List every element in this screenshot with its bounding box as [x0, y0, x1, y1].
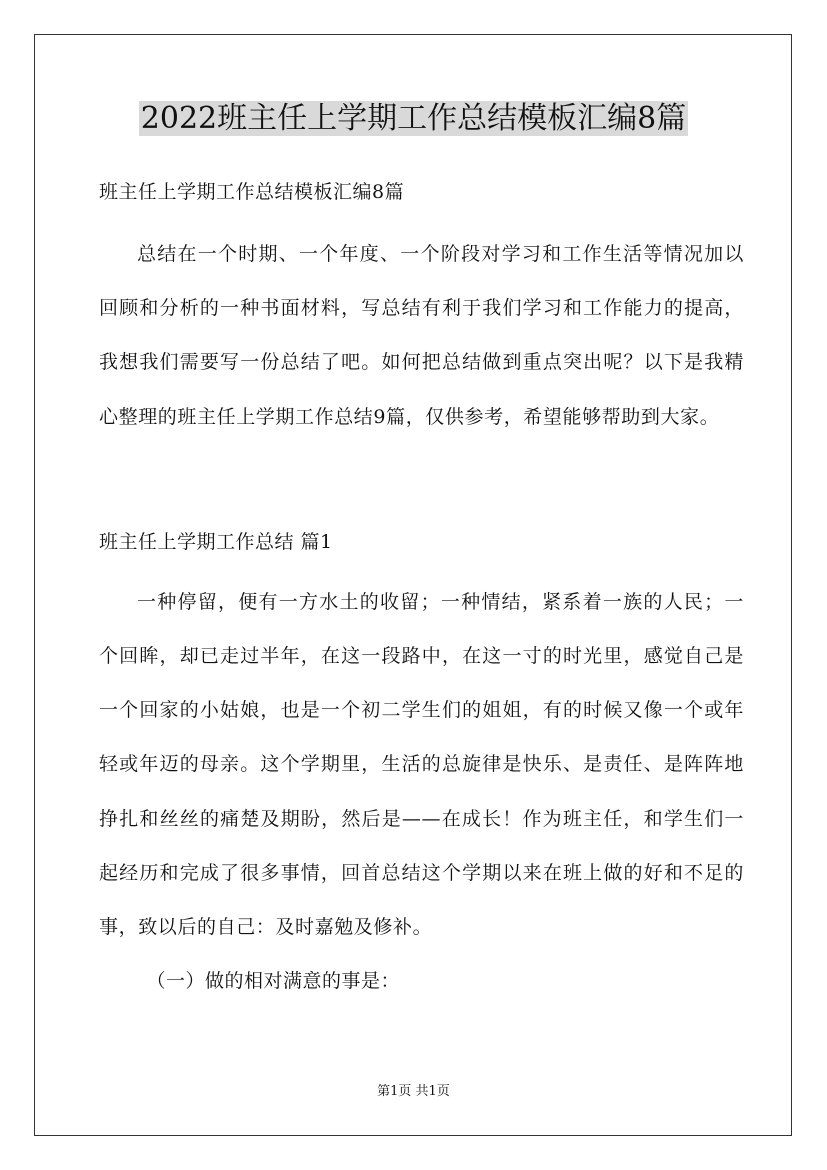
document-body	[99, 178, 744, 1015]
sub-heading: （一）做的相对满意的事是：	[146, 970, 401, 993]
section-spacer	[99, 444, 744, 528]
document-title-text: 2022班主任上学期工作总结模板汇编8篇	[140, 101, 687, 136]
document-subtitle: 班主任上学期工作总结模板汇编8篇	[99, 181, 405, 203]
document-title	[0, 96, 827, 142]
page-number: 第1页 共1页	[377, 1084, 450, 1099]
intro-paragraph: 总结在一个时期、一个年度、一个阶段对学习和工作生活等情况加以回顾和分析的一种书面材料，写总结有利于我们学习和工作能力的提高，我想我们需要写一份总结了吧。如何把总结做到重点突出呢？以下是我精心整理的班主任上学期工作总结9篇，仅供参考，希望能够帮助到大家。	[99, 243, 744, 428]
section-heading: 班主任上学期工作总结 篇1	[99, 530, 333, 553]
section-paragraph: 一种停留，便有一方水土的收留；一种情结，紧系着一族的人民；一个回眸，却已走过半年，在这一段路中，在这一寸的时光里，感觉自己是一个回家的小姑娘，也是一个初二学生们的姐姐，有的时候又像一个或年轻或年迈的母亲。这个学期里，生活的总旋律是快乐、是责任、是阵阵地挣扎和丝丝的痛楚及期盼，然后是——在成长！作为班主任，和学生们一起经历和完成了很多事情，回首总结这个学期以来在班上做的好和不足的事，致以后的自己：及时嘉勉及修补。	[99, 590, 744, 939]
page-footer	[0, 1083, 827, 1101]
